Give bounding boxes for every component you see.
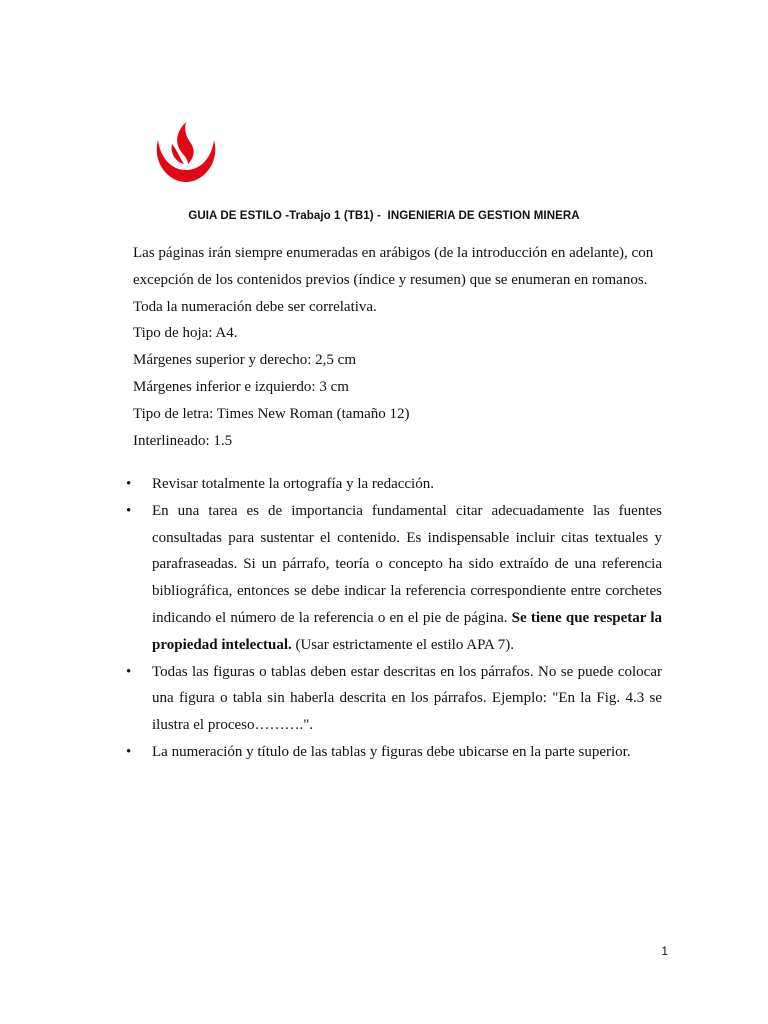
list-item-text: Todas las figuras o tablas deben estar descritas en los párrafos. No se puede colocar una figura o tabla sin haberla descrita en los párrafos. Ejemplo: "En la Fig. 4.3 se ilustra el proceso……….". bbox=[152, 663, 662, 734]
intro-line: Márgenes superior y derecho: 2,5 cm bbox=[133, 352, 356, 369]
bullet-icon: • bbox=[126, 743, 132, 760]
bullet-icon: • bbox=[126, 502, 132, 519]
guidelines-list bbox=[126, 471, 662, 766]
list-item-tail: (Usar estrictamente el estilo APA 7). bbox=[295, 636, 515, 653]
intro-line: Las páginas irán siempre enumeradas en arábigos (de la introducción en adelante), con excepción de los contenidos previos (índice y resumen) que se enumeran en romanos. bbox=[133, 245, 654, 288]
intro-line: Interlineado: 1.5 bbox=[133, 432, 233, 449]
intro-line: Tipo de letra: Times New Roman (tamaño 12) bbox=[133, 405, 410, 422]
list-item bbox=[126, 739, 662, 766]
university-logo-icon bbox=[150, 120, 222, 186]
list-item-text: Revisar totalmente la ortografía y la redacción. bbox=[152, 476, 434, 492]
intro-line: Toda la numeración debe ser correlativa. bbox=[133, 298, 377, 315]
bullet-icon: • bbox=[126, 476, 132, 492]
bullet-icon: • bbox=[126, 663, 132, 680]
list-item bbox=[126, 471, 662, 498]
page-number: 1 bbox=[661, 944, 668, 958]
list-item bbox=[126, 498, 662, 659]
intro-line: Márgenes inferior e izquierdo: 3 cm bbox=[133, 378, 349, 395]
intro-section bbox=[133, 240, 673, 454]
list-item-text: En una tarea es de importancia fundamental citar adecuadamente las fuentes consultadas para sustentar el contenido. Es indispensable incluir citas textuales y parafraseadas. Si un párrafo, teoría o concepto ha sido extraído de una referencia bibliográfica, entonces se debe indicar la referencia correspondiente entre corchetes indicando el número de la referencia o en el pie de página. bbox=[152, 502, 662, 626]
list-item-text: La numeración y título de las tablas y figuras debe ubicarse en la parte superior. bbox=[152, 743, 631, 760]
list-item bbox=[126, 659, 662, 739]
intro-line: Tipo de hoja: A4. bbox=[133, 325, 238, 342]
list-item-emphasis: Se tiene que respetar la propiedad intelectual. bbox=[152, 609, 663, 653]
document-title: GUIA DE ESTILO -Trabajo 1 (TB1) - INGENIERIA DE GESTION MINERA bbox=[188, 210, 580, 222]
